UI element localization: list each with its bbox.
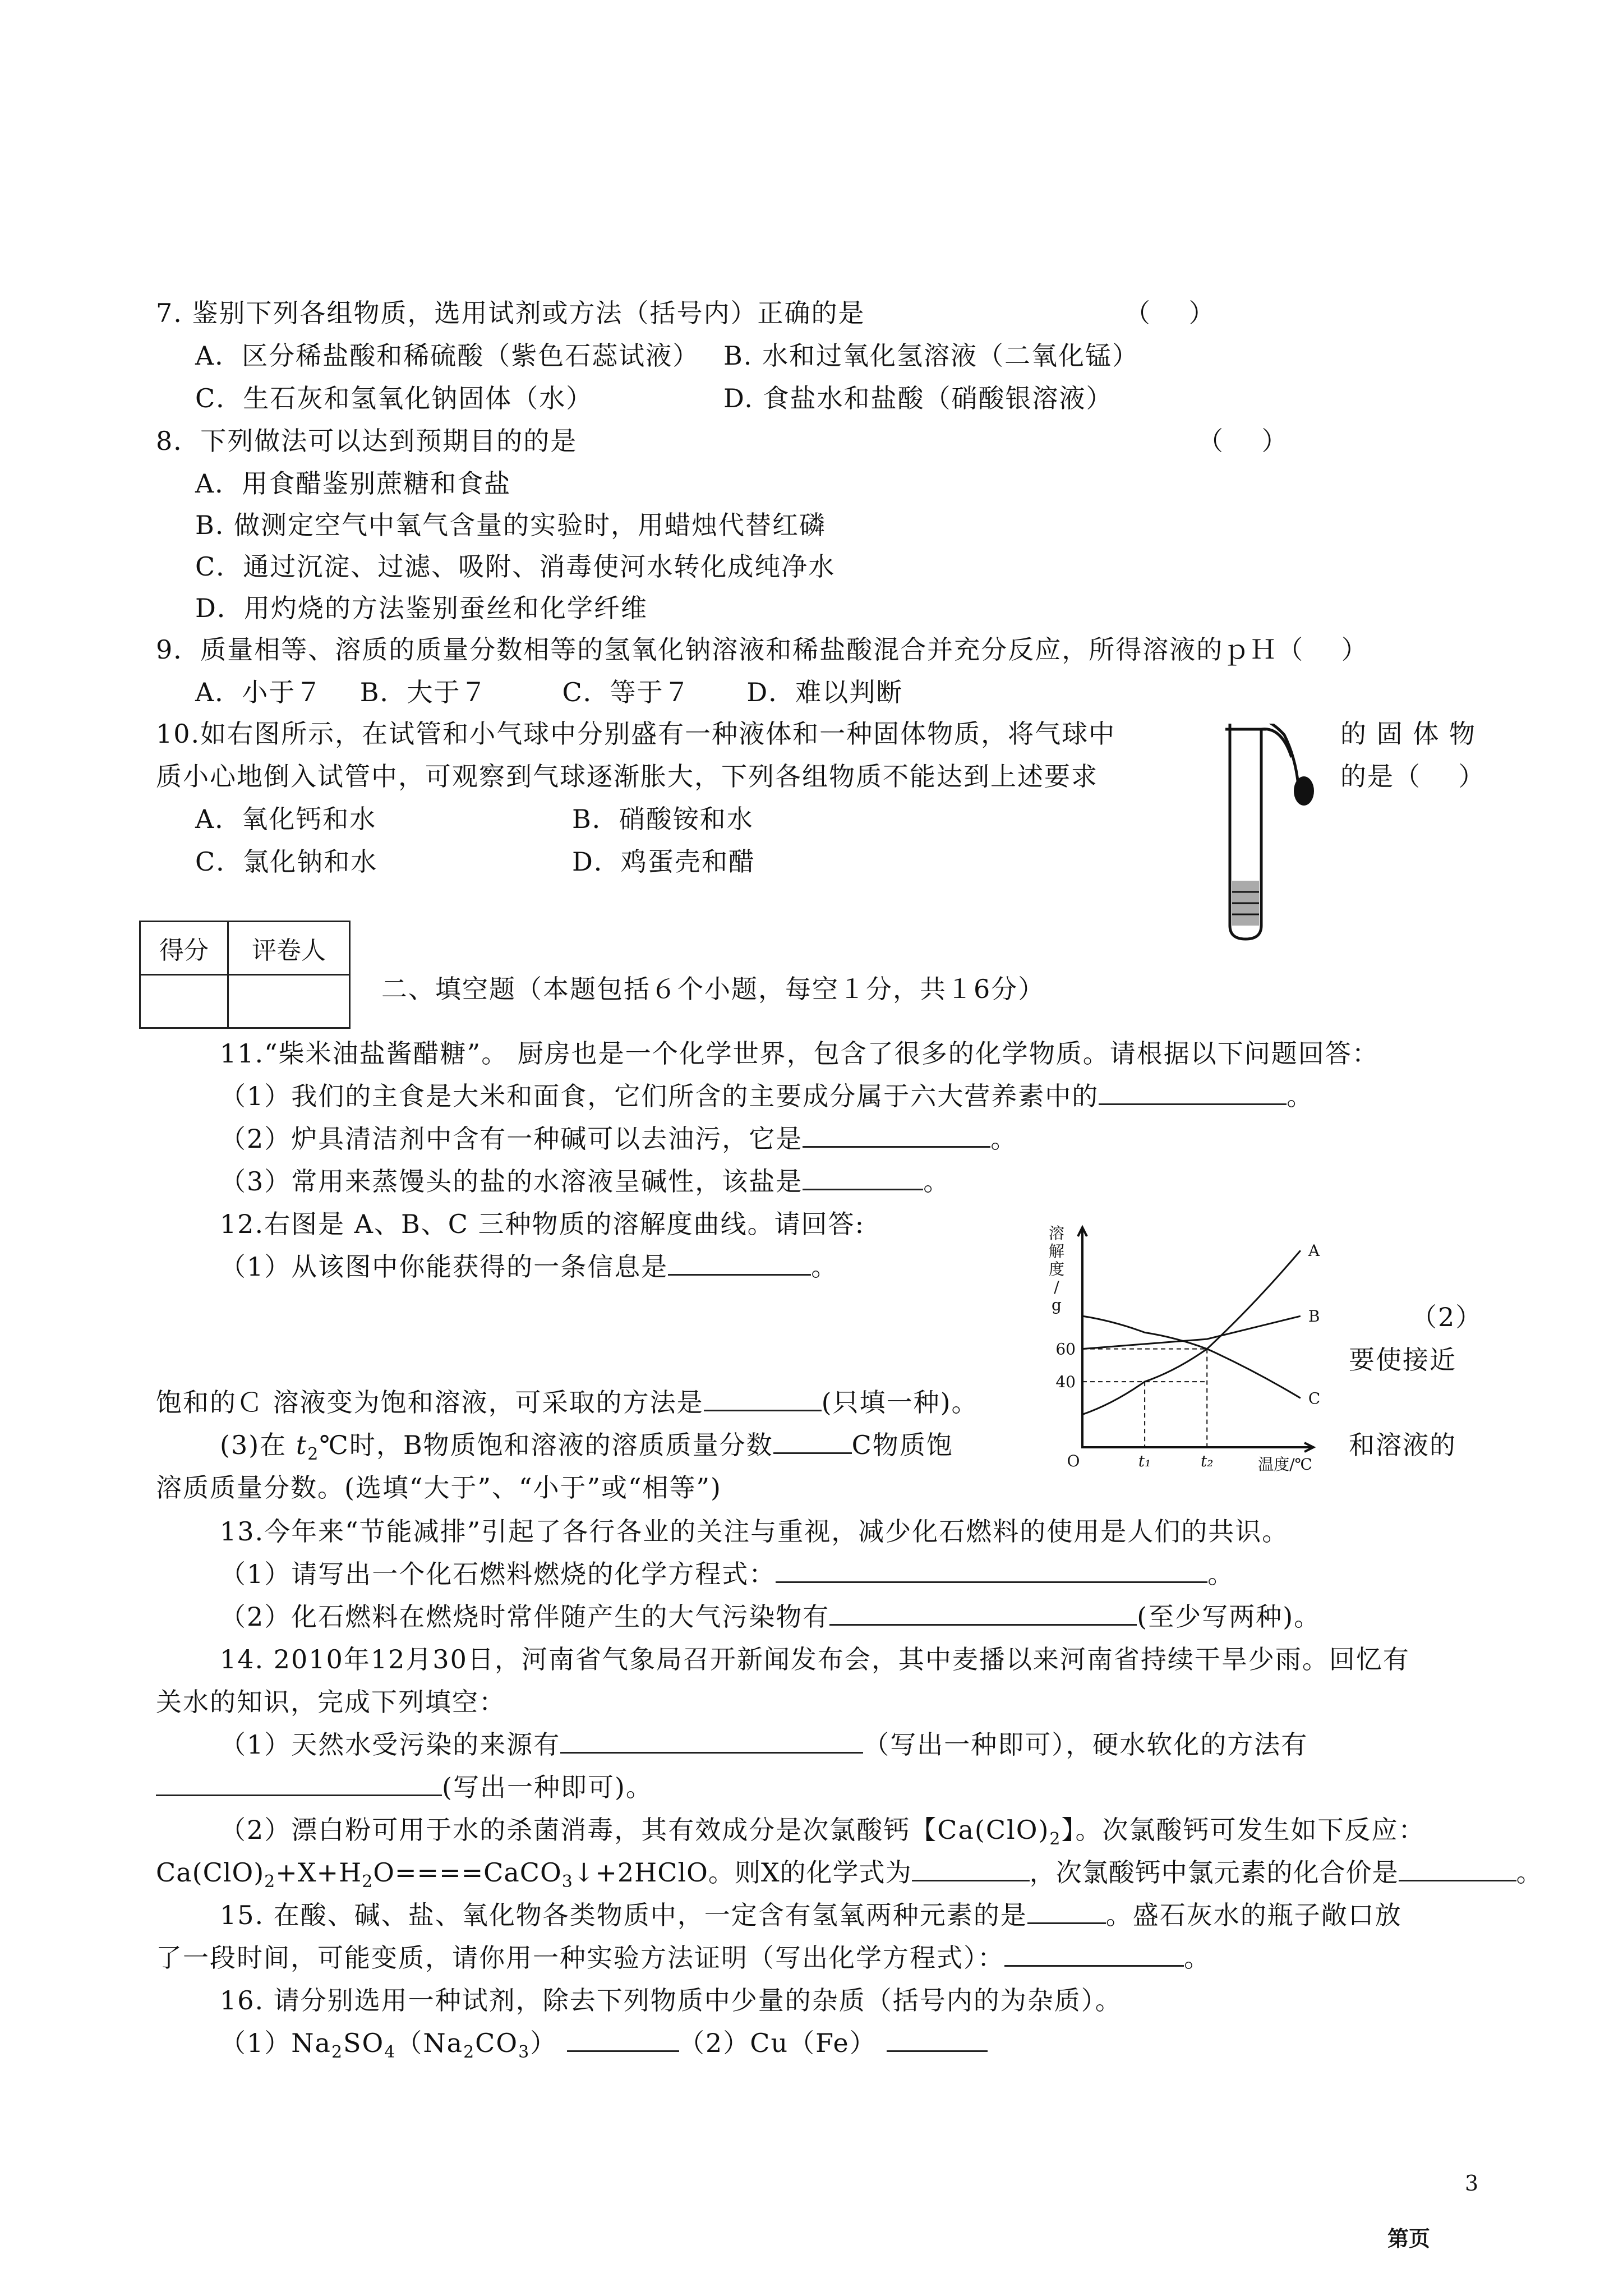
chart-series [1082, 1250, 1301, 1414]
q11-stem: 11.“柴米油盐酱醋糖”。 厨房也是一个化学世界，包含了很多的化学物质。请根据以下问题回答： [220, 1038, 1379, 1069]
q7-option-c: C．生石灰和氢氧化钠固体（水） [195, 383, 593, 413]
q15-stem-a: 15. 在酸、碱、盐、氧化物各类物质中，一定含有氢氧两种元素的是 [220, 1900, 1027, 1930]
q12-p2-tail: (只填一种)。 [821, 1387, 979, 1418]
y-tick-label: 60 [1055, 1340, 1076, 1359]
q11-part2 [220, 1122, 1017, 1156]
q8-option-a: A．用食醋鉴别蔗糖和食盐 [195, 468, 511, 499]
q16-blank-2[interactable] [887, 2028, 988, 2052]
q13-p2-end: (至少写两种)。 [1137, 1602, 1321, 1632]
q14-blank-4[interactable] [1399, 1857, 1516, 1881]
q12-p1-text: （1）从该图中你能获得的一条信息是 [220, 1251, 668, 1282]
q16-p1-d: CO [475, 2028, 519, 2058]
series-label-b: B [1308, 1307, 1320, 1326]
q12-blank-1[interactable] [668, 1251, 811, 1276]
score-cell[interactable] [140, 975, 228, 1028]
chart-axis-lines [1082, 1228, 1312, 1447]
q8-answer-paren: （ ） [1197, 426, 1289, 456]
origin-label: O [1067, 1452, 1080, 1470]
q7-answer-paren: （ ） [1124, 298, 1216, 328]
q12-part1 [220, 1250, 838, 1283]
q12-p3-a: (3)在 [220, 1430, 296, 1460]
q10-line1-right: 的 固 体 物 [1340, 719, 1476, 749]
q12-p3-b: ℃时，B物质饱和溶液的溶质质量分数 [319, 1430, 773, 1460]
q14-part1-line2 [156, 1770, 653, 1804]
q9-options: A．小于７ B．大于７ C．等于７ D．难以判断 [195, 677, 903, 707]
q16-p2-text: （2）Cu（Fe） [679, 2028, 877, 2058]
q9-stem: 9．质量相等、溶质的质量分数相等的氢氧化钠溶液和稀盐酸混合并充分反应，所得溶液的ｐＨ（ ） [156, 634, 1368, 665]
q14-blank-3[interactable] [912, 1857, 1030, 1881]
q14-eq-b: +X+H [275, 1857, 362, 1888]
chart-guides [1082, 1349, 1207, 1447]
x-tick-label: t₁ [1138, 1452, 1151, 1470]
q16-p1-s4: 3 [518, 2042, 531, 2063]
q11-p3-end: 。 [923, 1166, 951, 1197]
q16-p1-e: ） [530, 2028, 557, 2058]
q10-option-c: C．氯化钠和水 [195, 846, 378, 877]
q15-line1 [220, 1898, 1402, 1932]
q16-p1-s3: 2 [463, 2042, 476, 2063]
q13-stem: 13.今年来“节能减排”引起了各行各业的关注与重视，减少化石燃料的使用是人们的共识。 [220, 1516, 1289, 1547]
q15-blank-2[interactable] [1004, 1943, 1184, 1967]
y-axis-label: 溶解度/ g [1048, 1224, 1065, 1314]
q15-end: 。 [1184, 1943, 1211, 1973]
q10-option-a: A．氧化钙和水 [195, 804, 377, 834]
q13-p1-text: （1）请写出一个化石燃料燃烧的化学方程式： [220, 1559, 776, 1589]
q12-part2 [156, 1386, 979, 1419]
q10-option-b: B．硝酸铵和水 [572, 804, 754, 834]
grader-header: 评卷人 [228, 922, 350, 975]
q8-option-b: B. 做测定空气中氧气含量的实验时，用蜡烛代替红磷 [195, 510, 827, 540]
q8-option-d: D．用灼烧的方法鉴别蚕丝和化学纤维 [195, 593, 648, 623]
series-label-a: A [1308, 1241, 1320, 1260]
q14-eq-e: ，次氯酸钙中氯元素的化合价是 [1029, 1857, 1399, 1888]
balloon-icon [1294, 776, 1314, 806]
q14-part1 [220, 1728, 1308, 1761]
q13-blank-2[interactable] [829, 1602, 1137, 1626]
q13-p2-text: （2）化石燃料在燃烧时常伴随产生的大气污染物有 [220, 1602, 830, 1632]
q13-part1 [220, 1557, 1234, 1591]
q12-part3 [220, 1428, 953, 1471]
q12-blank-2[interactable] [704, 1387, 822, 1411]
q14-p1-a: （1）天然水受污染的来源有 [220, 1729, 561, 1760]
q14-eq-sub1: 2 [264, 1872, 276, 1892]
y-tick-label: 40 [1055, 1373, 1076, 1392]
q11-blank-1[interactable] [1099, 1081, 1287, 1105]
q16-p1-s2: 4 [384, 2042, 396, 2063]
q11-blank-2[interactable] [803, 1124, 990, 1148]
q12-part2-right: 要使接近 [1349, 1345, 1456, 1375]
score-table [139, 921, 351, 1029]
q14-eq-sub2: 2 [362, 1872, 374, 1892]
q7-stem: 7. 鉴别下列各组物质，选用试剂或方法（括号内）正确的是 [156, 298, 865, 328]
q10-line2-right: 的是（ ） [1340, 761, 1486, 792]
q12-p3-sub: 2 [307, 1444, 320, 1465]
series-line-a [1082, 1250, 1301, 1414]
q14-stem-line2: 关水的知识，完成下列填空： [156, 1687, 506, 1717]
q16-p1-a: （1）Na [220, 2028, 331, 2058]
q14-eq-end: 。 [1516, 1857, 1543, 1888]
q14-stem: 14. 2010年12月30日，河南省气象局召开新闻发布会，其中麦播以来河南省持续干旱少雨。回忆有 [220, 1644, 1410, 1674]
q14-p1-b: （写出一种即可），硬水软化的方法有 [863, 1729, 1308, 1760]
q7-option-b: B. 水和过氧化氢溶液（二氧化锰） [723, 341, 1140, 371]
x-tick-label: t₂ [1200, 1452, 1214, 1470]
q13-blank-1[interactable] [776, 1559, 1207, 1583]
q15-line2 [156, 1941, 1211, 1975]
q7-option-d: D. 食盐水和盐酸（硝酸银溶液） [723, 383, 1113, 413]
q12-p1-end: 。 [811, 1251, 838, 1282]
q14-blank-2[interactable] [156, 1772, 442, 1796]
page-label: 第页 [1387, 2226, 1431, 2251]
q13-p1-end: 。 [1207, 1559, 1235, 1589]
series-label-c: C [1308, 1389, 1321, 1408]
q14-eq-a: Ca(ClO) [156, 1857, 265, 1888]
q10-line2: 质小心地倒入试管中，可观察到气球逐渐胀大，下列各组物质不能达到上述要求 [156, 761, 1098, 792]
q11-part1 [220, 1079, 1313, 1113]
q8-stem: 8．下列做法可以达到预期目的的是 [156, 426, 578, 456]
q15-blank-1[interactable] [1027, 1900, 1106, 1924]
q12-p3-c: C物质饱 [851, 1430, 953, 1460]
q16-p1-b: SO [343, 2028, 385, 2058]
q16-stem: 16. 请分别选用一种试剂，除去下列物质中少量的杂质（括号内的为杂质）。 [220, 1985, 1122, 2016]
q12-part2-number: （2） [1411, 1302, 1483, 1332]
q14-eq-sub3: 3 [561, 1872, 573, 1892]
q14-blank-1[interactable] [560, 1729, 863, 1754]
q16-p1-c: （Na [396, 2028, 464, 2058]
q14-equation [156, 1856, 1543, 1899]
q12-stem: 12.右图是 A、B、C 三种物质的溶解度曲线。请回答: [220, 1209, 865, 1239]
q14-p1-c: (写出一种即可)。 [442, 1772, 653, 1802]
grader-cell[interactable] [228, 975, 350, 1028]
q16-part2 [679, 2026, 988, 2060]
q11-p2-text: （2）炉具清洁剂中含有一种碱可以去油污，它是 [220, 1124, 803, 1154]
q10-line1: 10.如右图所示，在试管和小气球中分别盛有一种液体和一种固体物质，将气球中 [156, 719, 1116, 749]
q11-blank-3[interactable] [803, 1166, 923, 1190]
section-title: 二、填空题（本题包括６个小题，每空１分，共１6分） [381, 974, 1045, 1004]
test-tube-balloon-figure [1220, 724, 1326, 942]
q12-p3-t: t [296, 1430, 308, 1460]
q13-part2 [220, 1600, 1321, 1634]
q14-p2-b: 】。次氯酸钙可发生如下反应： [1061, 1815, 1426, 1845]
x-axis-label: 温度/℃ [1258, 1455, 1312, 1474]
q14-eq-c: O====CaCO [373, 1857, 562, 1888]
q15-stem-b: 。盛石灰水的瓶子敞口放 [1105, 1900, 1402, 1930]
page-number: 3 [1465, 2171, 1479, 2196]
q11-p1-text: （1）我们的主食是大米和面食，它们所含的主要成分属于六大营养素中的 [220, 1081, 1099, 1111]
q7-option-a: A．区分稀盐酸和稀硫酸（紫色石蕊试液） [195, 341, 700, 371]
q10-option-d: D．鸡蛋壳和醋 [572, 846, 755, 877]
q12-p2-text: 饱和的Ｃ 溶液变为饱和溶液，可采取的方法是 [156, 1387, 704, 1418]
q12-part3-right: 和溶液的 [1349, 1430, 1456, 1460]
q14-p2-a: （2）漂白粉可用于水的杀菌消毒，其有效成分是次氯酸钙【Ca(ClO) [220, 1815, 1050, 1845]
q11-p1-end: 。 [1287, 1081, 1314, 1111]
q11-part3 [220, 1165, 950, 1198]
q16-blank-1[interactable] [567, 2028, 679, 2052]
q15-stem2-a: 了一段时间，可能变质，请你用一种实验方法证明（写出化学方程式）： [156, 1943, 1004, 1973]
q16-part1 [220, 2026, 679, 2069]
score-header: 得分 [140, 922, 228, 975]
q14-part2 [220, 1813, 1426, 1856]
q14-eq-d: ↓+2HClO。则X的化学式为 [573, 1857, 912, 1888]
solubility-chart [1043, 1217, 1335, 1475]
q12-blank-3[interactable] [773, 1430, 852, 1454]
q14-p2-sub: 2 [1049, 1829, 1062, 1849]
q16-p1-s1: 2 [331, 2042, 344, 2063]
q12-part3-line2: 溶质质量分数。(选填“大于”、“小于”或“相等”) [156, 1473, 722, 1503]
q8-option-c: C．通过沉淀、过滤、吸附、消毒使河水转化成纯净水 [195, 551, 836, 582]
q11-p3-text: （3）常用来蒸馒头的盐的水溶液呈碱性，该盐是 [220, 1166, 803, 1197]
series-line-c [1082, 1316, 1301, 1398]
q11-p2-end: 。 [990, 1124, 1018, 1154]
